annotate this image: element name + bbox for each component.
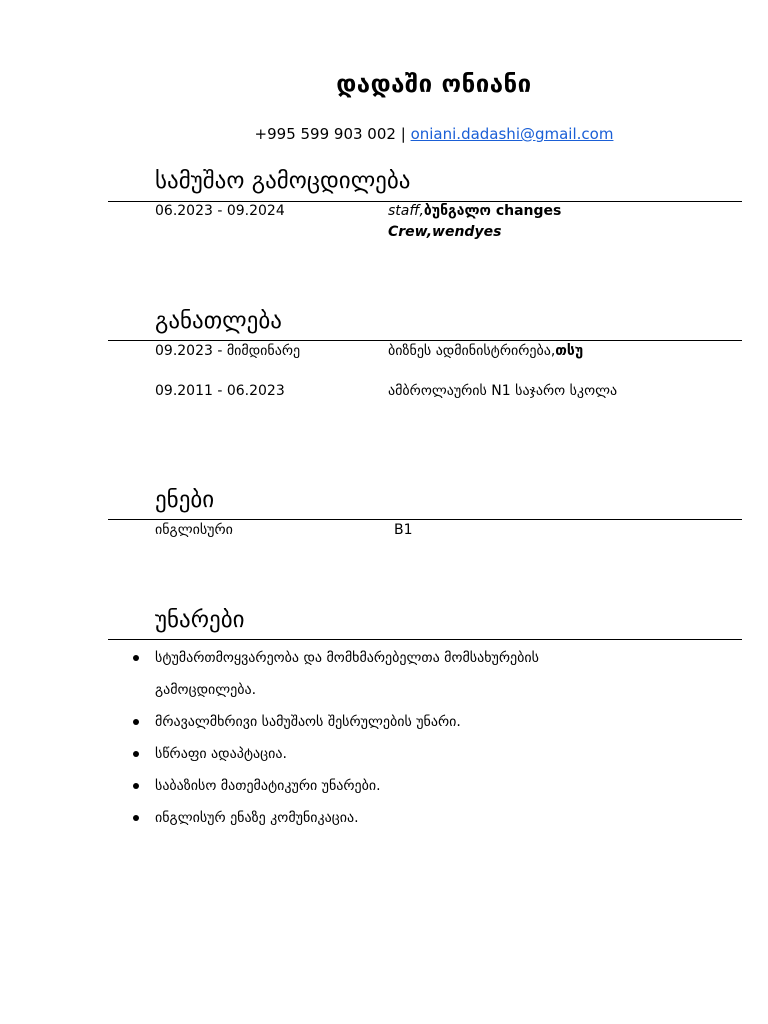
skill-text-continuation: გამოცდილება. — [155, 682, 257, 698]
languages-divider — [108, 519, 742, 520]
skill-item — [130, 802, 690, 834]
bullet-icon — [133, 719, 139, 725]
experience-role — [388, 203, 561, 219]
bullet-icon — [133, 815, 139, 821]
email-link[interactable]: oniani.dadashi@gmail.com — [410, 125, 614, 143]
skill-item — [130, 706, 690, 738]
education-heading: განათლება — [155, 308, 282, 334]
skill-text: საბაზისო მათემატიკური უნარები. — [155, 778, 381, 794]
phone-number: +995 599 903 002 — [254, 125, 396, 143]
skill-text: სწრაფი ადაპტაცია. — [155, 746, 287, 762]
education-dates-2: 09.2011 - 06.2023 — [155, 383, 285, 399]
experience-company: ბუნგალო changes — [423, 203, 562, 219]
education-school-2: ამბროლაურის N1 საჯარო სკოლა — [388, 383, 618, 399]
experience-company-line2: Crew,wendyes — [388, 224, 502, 240]
skills-heading: უნარები — [155, 607, 245, 633]
education-school-1: თსუ — [555, 343, 584, 359]
education-dates-1: 09.2023 - მიმდინარე — [155, 343, 301, 359]
experience-position: staff, — [388, 203, 424, 219]
experience-divider — [108, 201, 742, 202]
experience-dates: 06.2023 - 09.2024 — [155, 203, 285, 219]
contact-line — [0, 125, 768, 143]
skill-text: სტუმართმოყვარეობა და მომხმარებელთა მომსახურების — [155, 650, 539, 666]
bullet-icon — [133, 751, 139, 757]
language-name: ინგლისური — [155, 522, 233, 538]
education-program-1: ბიზნეს ადმინისტრირება, — [388, 343, 556, 359]
skills-divider — [108, 639, 742, 640]
candidate-name: დადაში ონიანი — [336, 70, 532, 98]
experience-heading: სამუშაო გამოცდილება — [155, 168, 411, 194]
skill-text: ინგლისურ ენაზე კომუნიკაცია. — [155, 810, 359, 826]
skill-item — [130, 770, 690, 802]
contact-separator: | — [400, 125, 406, 143]
bullet-icon — [133, 783, 139, 789]
language-level: B1 — [394, 522, 413, 538]
skill-item — [130, 738, 690, 770]
bullet-icon — [133, 655, 139, 661]
skill-text: მრავალმხრივი სამუშაოს შესრულების უნარი. — [155, 714, 461, 730]
education-entry-1 — [388, 343, 583, 359]
skill-item — [130, 642, 690, 706]
education-divider — [108, 340, 742, 341]
skills-list — [130, 642, 690, 834]
languages-heading: ენები — [155, 487, 215, 513]
